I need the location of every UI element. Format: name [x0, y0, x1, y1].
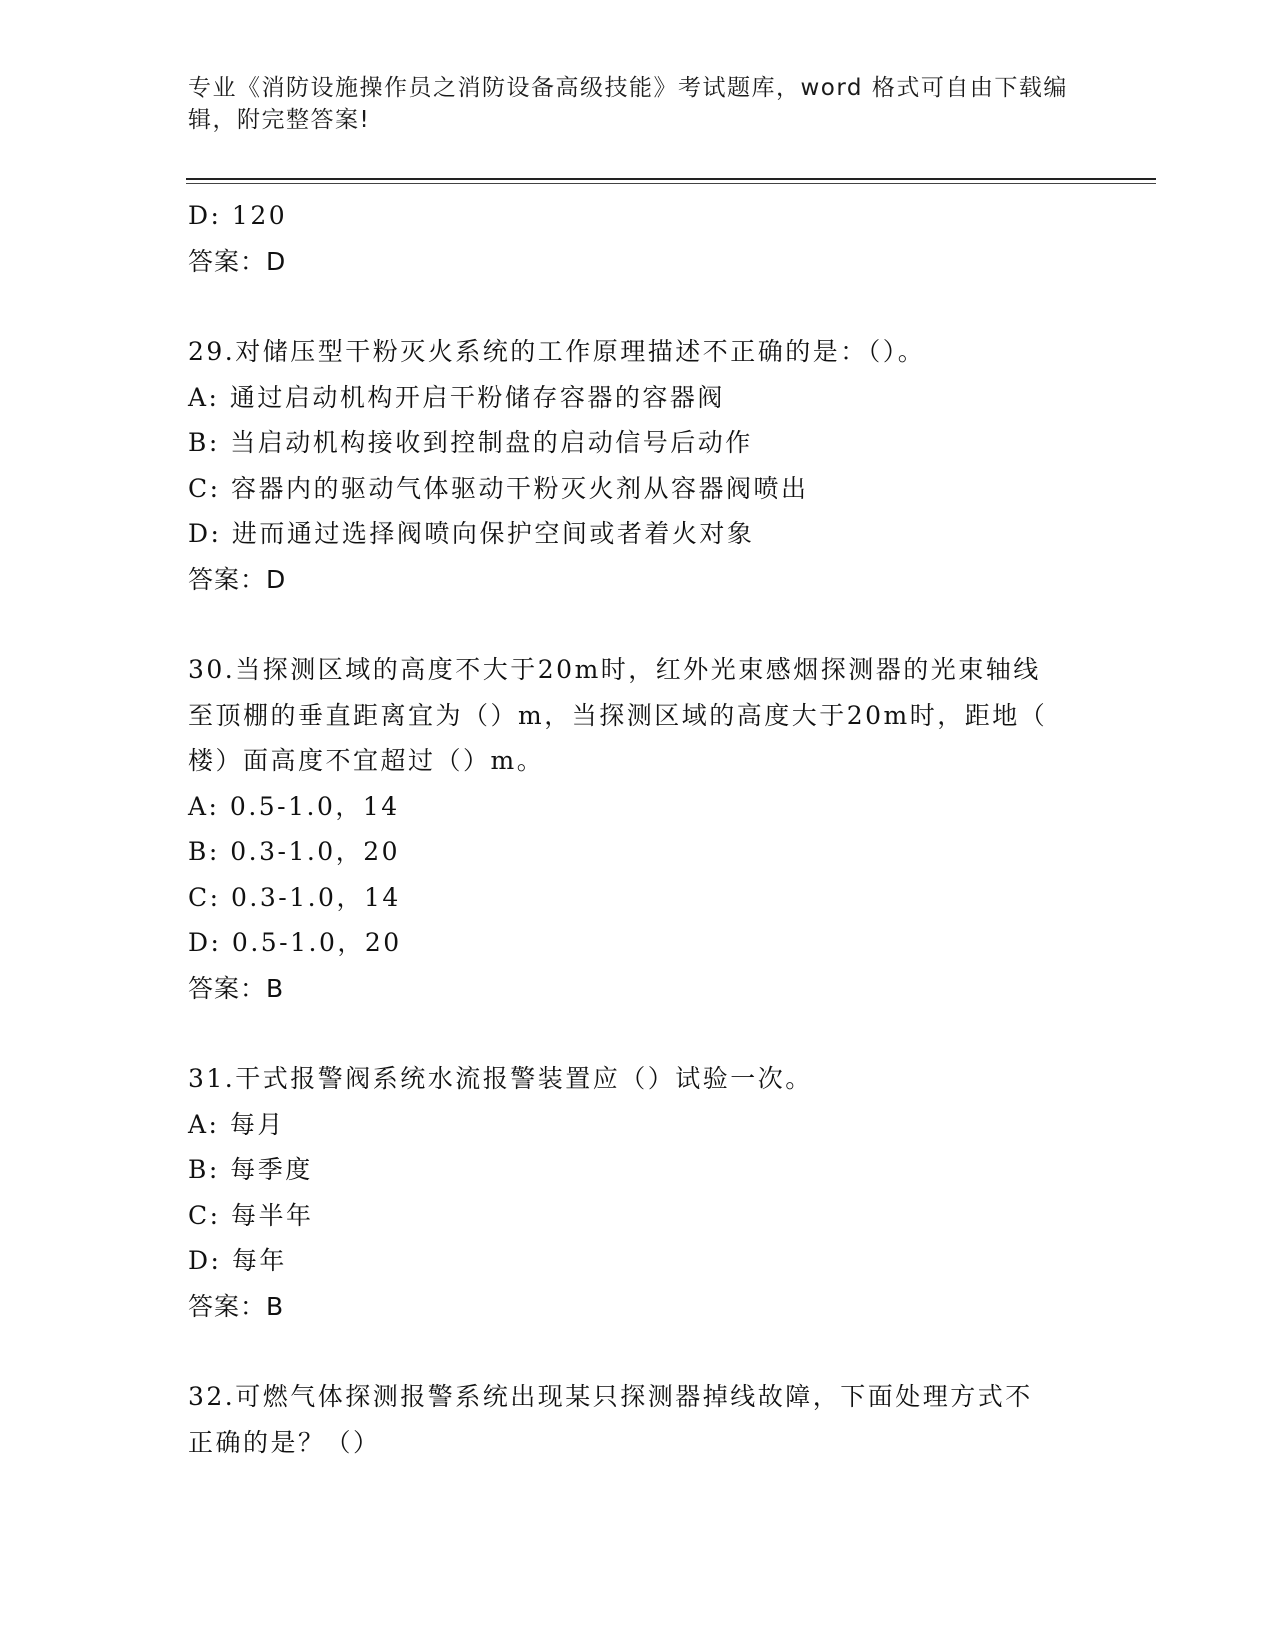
document-header	[188, 72, 1068, 136]
prev-option-d: D: 120	[188, 201, 288, 230]
option-d: D: 每年	[188, 1246, 287, 1275]
option-b: B: 当启动机构接收到控制盘的启动信号后动作	[188, 428, 753, 457]
option-b: B: 0.3-1.0，20	[188, 837, 401, 866]
option-c: C: 容器内的驱动气体驱动干粉灭火剂从容器阀喷出	[188, 473, 809, 503]
header-line-2: 辑，附完整答案!	[188, 107, 371, 133]
header-line-1: 专业《消防设施操作员之消防设备高级技能》考试题库，word 格式可自由下载编	[188, 75, 1068, 101]
option-d: D: 进而通过选择阀喷向保护空间或者着火对象	[188, 519, 755, 548]
question-content	[188, 193, 1088, 1465]
option-c: C: 0.3-1.0，14	[188, 882, 401, 912]
option-a: A: 通过启动机构开启干粉储存容器的容器阀	[188, 382, 725, 412]
option-d: D: 0.5-1.0，20	[188, 928, 402, 957]
prev-answer: 答案：D	[188, 246, 287, 276]
answer: 答案：B	[188, 973, 285, 1003]
question-text-line-2: 至顶棚的垂直距离宜为（）m，当探测区域的高度大于20m时，距地（	[188, 700, 1048, 730]
question-text-line-1: 32.可燃气体探测报警系统出现某只探测器掉线故障，下面处理方式不	[188, 1382, 1033, 1411]
question-text-line-3: 楼）面高度不宜超过（）m。	[188, 746, 545, 775]
question-30	[188, 647, 1088, 1011]
header-rule-thick	[186, 178, 1156, 180]
question-text-line-1: 30.当探测区域的高度不大于20m时，红外光束感烟探测器的光束轴线	[188, 655, 1041, 684]
option-c: C: 每半年	[188, 1200, 314, 1230]
question-text: 29.对储压型干粉灭火系统的工作原理描述不正确的是：（）。	[188, 337, 926, 366]
question-text: 31.干式报警阀系统水流报警装置应（）试验一次。	[188, 1064, 813, 1093]
header-rule-thin	[186, 183, 1156, 184]
question-29	[188, 329, 1088, 602]
option-b: B: 每季度	[188, 1155, 313, 1184]
answer: 答案：B	[188, 1291, 285, 1321]
option-a: A: 0.5-1.0，14	[188, 791, 400, 821]
question-31	[188, 1056, 1088, 1329]
option-a: A: 每月	[188, 1109, 285, 1139]
answer: 答案：D	[188, 564, 287, 594]
question-text-line-2: 正确的是？（）	[188, 1427, 381, 1457]
question-32	[188, 1374, 1088, 1465]
